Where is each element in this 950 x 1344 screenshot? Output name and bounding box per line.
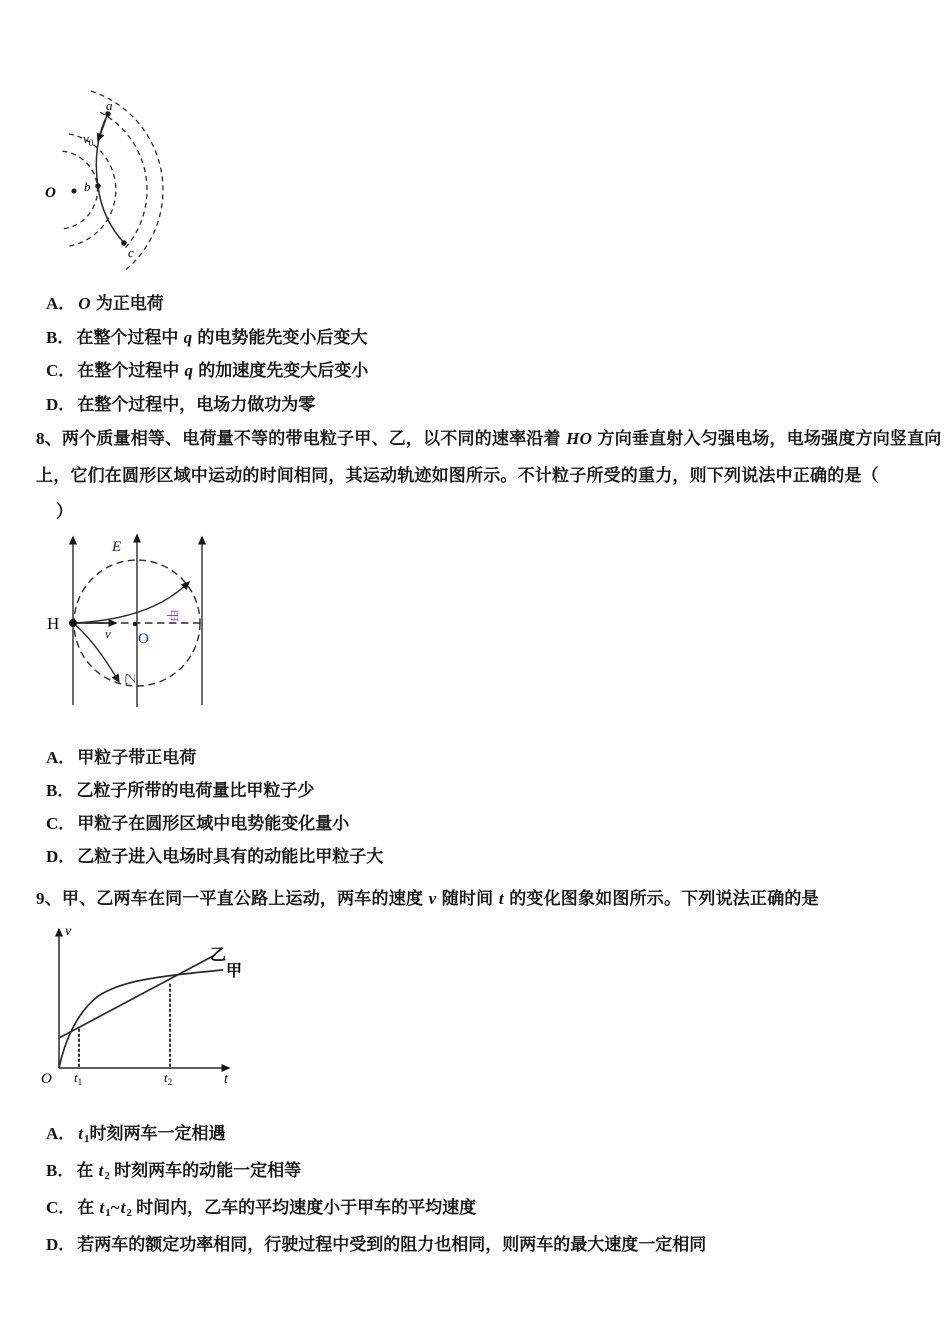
label-O: O (45, 185, 56, 201)
figure-equipotential-trajectory (35, 85, 170, 275)
car-yi-line (59, 955, 215, 1038)
text-segment: 乙粒子进入电场时具有的动能比甲粒子大 (77, 847, 384, 866)
option-text (77, 395, 315, 414)
label-jia: 甲 (165, 609, 180, 623)
label-v: v (105, 626, 111, 641)
option-letter: B． (46, 781, 75, 800)
label-E: E (112, 539, 122, 555)
text-segment: 1 (84, 1133, 90, 1145)
option-row-C (46, 354, 368, 388)
text-segment: 在 (77, 1198, 99, 1217)
option-letter: B． (46, 327, 75, 347)
option-row-A (46, 287, 368, 321)
label-t2: $t_2$ (164, 1070, 173, 1087)
option-text (76, 328, 367, 347)
equipotential-arc-inner (62, 151, 97, 229)
label-c: c (128, 245, 134, 260)
center-O-dot (133, 622, 137, 626)
figure-field-region (40, 525, 225, 717)
text-segment: t (99, 1198, 105, 1217)
option-text (77, 1124, 225, 1143)
option-letter: C． (46, 814, 76, 833)
option-text (77, 1235, 706, 1254)
text-segment: 上，它们在圆形区域中运动的时间相同，其运动轨迹如图所示。不计粒子所受的重力，则下列说法中正确的是（ (36, 466, 879, 485)
option-text (77, 814, 349, 833)
option-row-D (46, 1229, 706, 1261)
label-v-axis: v (65, 924, 72, 939)
option-text (77, 1198, 476, 1217)
point-b-dot (95, 183, 101, 189)
equipotential-arc-outer (91, 91, 163, 270)
text-segment: q (184, 361, 194, 380)
option-row-A (46, 1118, 706, 1155)
option-letter: A． (46, 1124, 76, 1143)
option-letter: A． (46, 748, 76, 767)
text-segment: ~ (110, 1198, 120, 1217)
question9-line (36, 884, 819, 909)
question8-line1 (36, 424, 942, 449)
text-segment: 2 (126, 1207, 132, 1219)
text-segment: t (98, 1161, 104, 1180)
text-segment: 在整个过程中，电场力做功为零 (77, 394, 316, 414)
option-row-C (46, 1192, 706, 1229)
text-segment: 时间内，乙车的平均速度小于甲车的平均速度 (131, 1198, 477, 1217)
text-segment: 乙粒子所带的电荷量比甲粒子少 (76, 781, 315, 800)
option-row-B (46, 321, 368, 355)
text-segment: 8、两个质量相等、电荷量不等的带电粒子甲、乙，以不同的速率沿着 (36, 429, 566, 448)
text-segment: t (498, 889, 504, 908)
option-letter: A． (46, 294, 76, 313)
option-text (76, 1161, 301, 1180)
option-text (77, 294, 164, 313)
text-segment: 时刻两车的动能一定相等 (109, 1161, 302, 1180)
option-letter: C． (46, 1198, 76, 1217)
car-jia-curve (59, 970, 223, 1068)
text-segment: q (183, 327, 193, 347)
equipotential-arc-third (100, 112, 147, 249)
text-segment: 的加速度先变大后变小 (194, 361, 369, 380)
point-c-dot (121, 240, 127, 246)
label-yi: 乙 (210, 947, 227, 964)
question8-line3 (56, 497, 73, 522)
point-H-dot (69, 619, 77, 627)
text-segment: 的电势能先变小后变大 (193, 327, 368, 347)
option-letter: D． (46, 847, 76, 866)
trajectory-yi-curve (73, 623, 119, 682)
question7-options (46, 287, 368, 421)
option-text (77, 847, 383, 866)
label-O: O (138, 631, 149, 647)
text-segment: 甲粒子带正电荷 (77, 748, 197, 767)
option-letter: B． (46, 1161, 75, 1180)
option-letter: D． (46, 1235, 76, 1254)
charge-O-dot (72, 189, 77, 194)
question8-line2 (36, 461, 879, 486)
text-segment: 在 (76, 1161, 98, 1180)
initial-velocity-arrow (98, 119, 106, 141)
text-segment: 1 (105, 1207, 111, 1219)
label-v0: $v_0$ (83, 131, 94, 148)
label-origin-O: O (41, 1071, 52, 1087)
option-text (76, 781, 314, 800)
label-H: H (47, 614, 60, 633)
option-row-D (46, 840, 383, 873)
text-segment: 时刻两车一定相遇 (89, 1124, 226, 1143)
text-segment: 为正电荷 (91, 294, 164, 313)
text-segment: v (428, 889, 437, 908)
figure-vt-graph (35, 915, 250, 1097)
option-letter: C． (46, 361, 76, 380)
label-yi: 乙 (123, 673, 137, 686)
text-segment: ） (56, 502, 74, 521)
option-row-C (46, 807, 383, 840)
label-t1: $t_1$ (74, 1070, 83, 1087)
text-segment: 若两车的额定功率相同，行驶过程中受到的阻力也相同，则两车的最大速度一定相同 (77, 1235, 707, 1254)
option-row-B (46, 1155, 706, 1192)
question9-options (46, 1118, 706, 1261)
option-row-B (46, 774, 383, 807)
option-letter: D． (46, 394, 76, 414)
text-segment: 在整个过程中 (77, 361, 184, 380)
option-text (77, 748, 196, 767)
text-segment: 的变化图象如图所示。下列说法正确的是 (504, 889, 819, 908)
label-a: a (106, 98, 113, 113)
text-segment: 随时间 (437, 889, 498, 908)
option-row-A (46, 741, 383, 774)
text-segment: t (120, 1198, 126, 1217)
text-segment: HO (566, 429, 593, 448)
question8-options (46, 741, 383, 873)
text-segment: 在整个过程中 (76, 327, 183, 347)
label-t-axis: t (224, 1072, 228, 1087)
option-row-D (46, 388, 368, 422)
text-segment: 甲粒子在圆形区域中电势能变化量小 (77, 814, 350, 833)
label-jia: 甲 (226, 963, 243, 980)
text-segment: 2 (104, 1170, 110, 1182)
option-text (77, 361, 368, 380)
text-segment: t (78, 1124, 84, 1143)
text-segment: O (78, 294, 91, 313)
text-segment: 9、甲、乙两车在同一平直公路上运动，两车的速度 (36, 889, 428, 908)
text-segment: 方向垂直射入匀强电场，电场强度方向竖直向 (593, 429, 942, 448)
label-b: b (84, 179, 91, 194)
